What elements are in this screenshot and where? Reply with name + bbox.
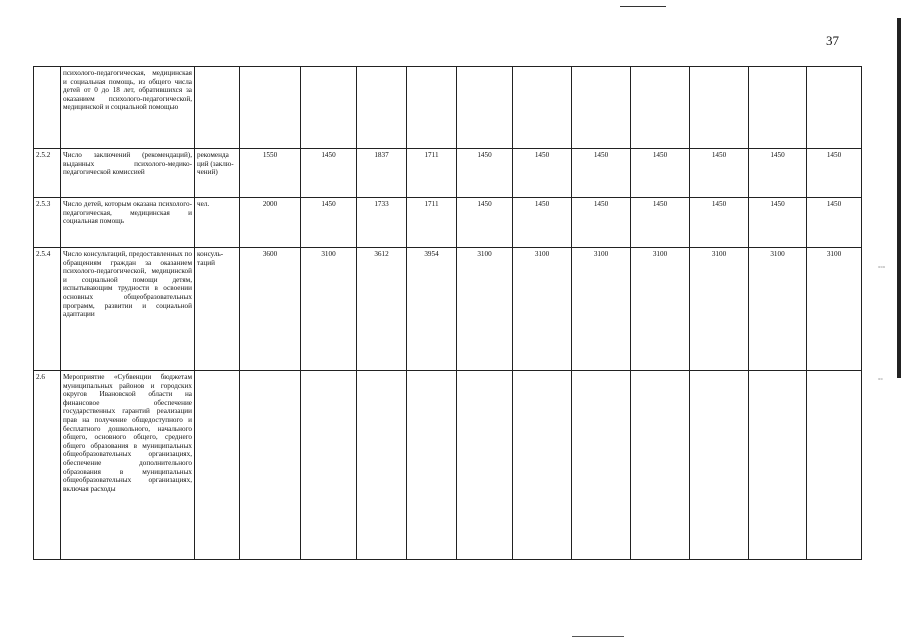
row-value-cell: 1711 bbox=[407, 198, 457, 248]
row-value-cell: 1450 bbox=[301, 149, 357, 198]
row-unit-cell: консуль-таций bbox=[195, 248, 240, 371]
row-value-cell: 1450 bbox=[457, 149, 513, 198]
row-value-cell: 1450 bbox=[572, 149, 631, 198]
row-value-cell bbox=[513, 67, 572, 149]
row-value-cell bbox=[240, 371, 301, 560]
row-description-cell: Число консультаций, предоставленных по обращениям граждан за оказанием психолого-педагогической, медицинской и социальной помощи детям, испытывающим трудности в освоении основных общеобразовательных программ, развитии и социальной адаптации bbox=[61, 248, 195, 371]
row-value-cell: 1450 bbox=[749, 198, 807, 248]
margin-mark: °°° bbox=[878, 266, 886, 272]
row-value-cell bbox=[301, 67, 357, 149]
row-value-cell: 1450 bbox=[572, 198, 631, 248]
row-value-cell: 1450 bbox=[749, 149, 807, 198]
row-value-cell: 3100 bbox=[807, 248, 862, 371]
row-value-cell: 1550 bbox=[240, 149, 301, 198]
row-value-cell: 1450 bbox=[807, 198, 862, 248]
row-value-cell bbox=[572, 67, 631, 149]
row-value-cell: 1733 bbox=[357, 198, 407, 248]
row-value-cell: 3100 bbox=[301, 248, 357, 371]
row-value-cell: 1450 bbox=[631, 149, 690, 198]
row-value-cell: 3954 bbox=[407, 248, 457, 371]
row-value-cell bbox=[240, 67, 301, 149]
row-value-cell: 3100 bbox=[749, 248, 807, 371]
row-value-cell: 3600 bbox=[240, 248, 301, 371]
row-value-cell: 1450 bbox=[690, 198, 749, 248]
row-value-cell bbox=[357, 67, 407, 149]
margin-mark: °° bbox=[878, 378, 883, 384]
row-unit-cell: чел. bbox=[195, 198, 240, 248]
table-row bbox=[34, 67, 862, 149]
row-value-cell: 3100 bbox=[690, 248, 749, 371]
row-value-cell bbox=[749, 67, 807, 149]
row-value-cell bbox=[357, 371, 407, 560]
row-value-cell bbox=[457, 67, 513, 149]
row-value-cell: 1711 bbox=[407, 149, 457, 198]
row-value-cell bbox=[631, 67, 690, 149]
row-value-cell bbox=[457, 371, 513, 560]
row-value-cell bbox=[301, 371, 357, 560]
row-unit-cell bbox=[195, 67, 240, 149]
row-value-cell bbox=[690, 67, 749, 149]
row-code-cell: 2.5.4 bbox=[34, 248, 61, 371]
scan-edge-bar bbox=[897, 18, 901, 378]
row-unit-cell bbox=[195, 371, 240, 560]
page-number: 37 bbox=[826, 33, 839, 48]
row-value-cell bbox=[407, 67, 457, 149]
row-code-cell bbox=[34, 67, 61, 149]
row-value-cell bbox=[513, 371, 572, 560]
row-value-cell: 1450 bbox=[457, 198, 513, 248]
row-description-cell: Число детей, которым оказана психолого-педагогическая, медицинская и социальная помощь bbox=[61, 198, 195, 248]
row-description-cell: психолого-педагогическая, медицинская и социальная помощь, из общего числа детей от 0 до 18 лет, обратившихся за оказанием психолого-педагогической, медицинской и социальной помощью bbox=[61, 67, 195, 149]
row-value-cell: 3100 bbox=[513, 248, 572, 371]
table-row bbox=[34, 248, 862, 371]
row-value-cell: 2000 bbox=[240, 198, 301, 248]
row-value-cell: 1450 bbox=[301, 198, 357, 248]
row-code-cell: 2.5.3 bbox=[34, 198, 61, 248]
row-value-cell bbox=[690, 371, 749, 560]
row-description-cell: Число заключений (рекомендаций), выданных психолого-медико-педагогической комиссией bbox=[61, 149, 195, 198]
top-scan-line bbox=[620, 6, 666, 7]
row-value-cell: 3100 bbox=[457, 248, 513, 371]
row-value-cell: 3100 bbox=[631, 248, 690, 371]
row-value-cell bbox=[807, 371, 862, 560]
row-value-cell: 3612 bbox=[357, 248, 407, 371]
row-value-cell bbox=[807, 67, 862, 149]
table-row bbox=[34, 149, 862, 198]
row-value-cell bbox=[631, 371, 690, 560]
row-value-cell bbox=[749, 371, 807, 560]
indicator-table bbox=[33, 66, 862, 560]
row-value-cell: 1450 bbox=[690, 149, 749, 198]
row-unit-cell: рекоменда ций (заклю-чений) bbox=[195, 149, 240, 198]
row-value-cell: 1837 bbox=[357, 149, 407, 198]
row-code-cell: 2.5.2 bbox=[34, 149, 61, 198]
table-row bbox=[34, 371, 862, 560]
row-code-cell: 2.6 bbox=[34, 371, 61, 560]
row-value-cell: 1450 bbox=[513, 198, 572, 248]
row-value-cell: 1450 bbox=[631, 198, 690, 248]
row-value-cell: 3100 bbox=[572, 248, 631, 371]
row-value-cell: 1450 bbox=[513, 149, 572, 198]
table-row bbox=[34, 198, 862, 248]
row-value-cell: 1450 bbox=[807, 149, 862, 198]
row-value-cell bbox=[572, 371, 631, 560]
bottom-scan-line bbox=[572, 636, 624, 637]
row-value-cell bbox=[407, 371, 457, 560]
row-description-cell: Мероприятие «Субвенции бюджетам муниципальных районов и городских округов Ивановской области на финансовое обеспечение государственных гарантий реализации прав на получение общедоступного и бесплатного дошкольного, начального общего, основного общего, среднего общего образования в муниципальных общеобразовательных организациях, обеспечение дополнительного образования в муниципальных общеобразовательных организациях, включая расходы bbox=[61, 371, 195, 560]
